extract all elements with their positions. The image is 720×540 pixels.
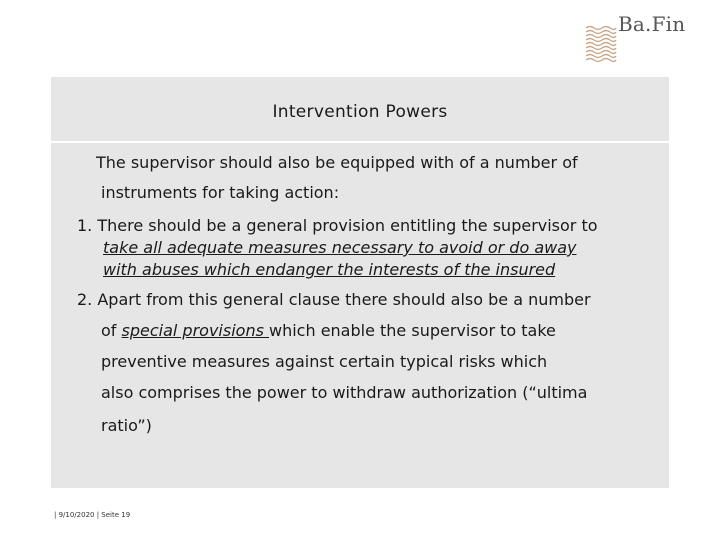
item-2-line-1: 2. Apart from this general clause there should also be a number bbox=[77, 290, 591, 309]
content-box bbox=[51, 77, 669, 488]
intro-line-2: instruments for taking action: bbox=[101, 183, 340, 202]
item-1-line-3: with abuses which endanger the interests of the insured bbox=[103, 260, 556, 279]
item-2-line-2-pre: of bbox=[101, 321, 122, 340]
item-1-line-1: 1. There should be a general provision entitling the supervisor to bbox=[77, 216, 598, 235]
item-2-line-2 bbox=[101, 321, 556, 340]
item-2-line-3: preventive measures against certain typical risks which bbox=[101, 352, 548, 371]
logo-text: Ba.Fin bbox=[618, 12, 686, 36]
item-2-line-4: also comprises the power to withdraw authorization (“ultima bbox=[101, 383, 588, 402]
item-2-line-2-post: which enable the supervisor to take bbox=[269, 321, 556, 340]
title-bar bbox=[51, 77, 669, 143]
slide-title: Intervention Powers bbox=[272, 102, 448, 122]
intro-line-1: The supervisor should also be equipped with of a number of bbox=[96, 153, 578, 172]
item-1-line-2: take all adequate measures necessary to avoid or do away bbox=[103, 238, 577, 257]
footer-date-page: | 9/10/2020 | Seite 19 bbox=[54, 511, 131, 519]
item-2-line-5: ratio”) bbox=[101, 416, 152, 435]
special-provisions-term: special provisions bbox=[121, 321, 269, 340]
wavy-lines-logo-icon bbox=[584, 24, 618, 64]
bafin-logo bbox=[584, 8, 694, 66]
